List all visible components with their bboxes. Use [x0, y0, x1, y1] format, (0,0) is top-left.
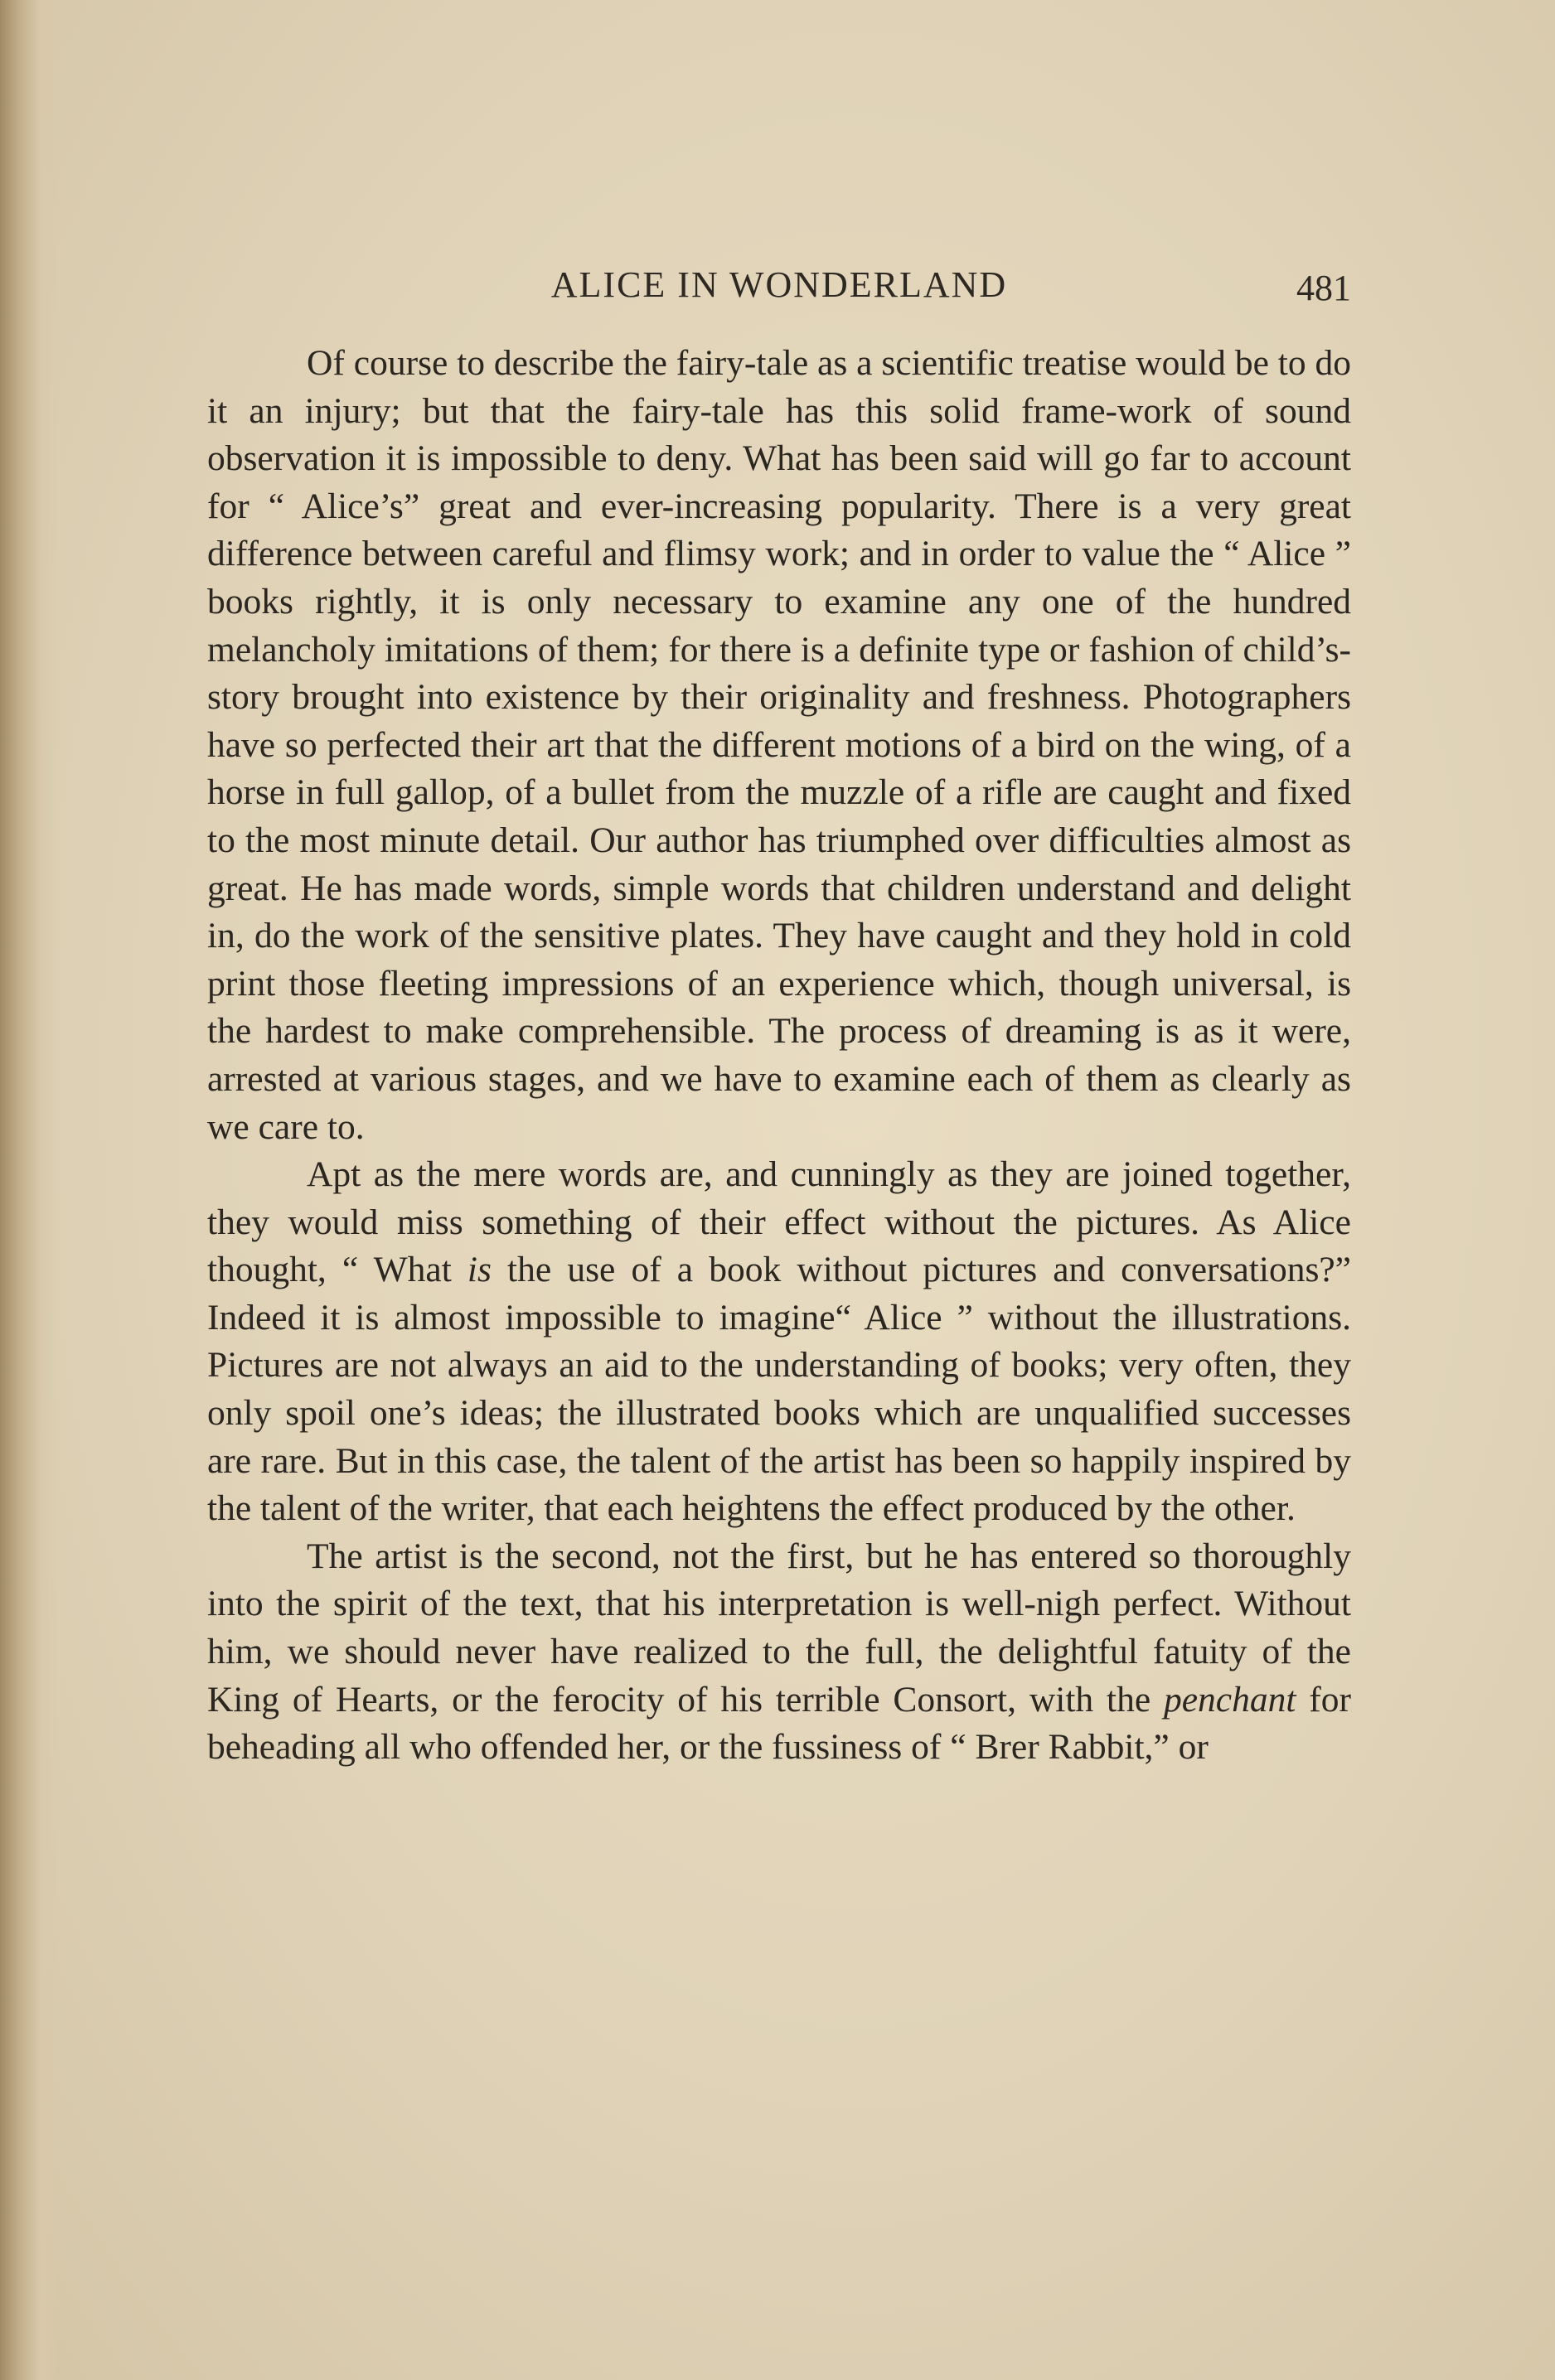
paragraph-3-text-a: The artist is the second, not the first, but he has entered so thoroughly into the spirit of the text, that his interpretation is well-nigh perfect. Without him, we should never have realized to the full, the delightful fatuity of the King of Hearts, or the ferocity of his terrible Consort, with the: [207, 1536, 1351, 1720]
paragraph-2-text-a: Apt as the mere words are, and cunningly as they are joined together, they would miss something of their effect without the pictures. As Alice thought, “ What: [207, 1154, 1351, 1290]
paragraph-3: [207, 1533, 1351, 1772]
paragraph-3-text-b: for beheading all who offended her, or the fussiness of “ Brer Rabbit,” or: [207, 1679, 1351, 1768]
paragraph-1-text: Of course to describe the fairy-tale as a scientific treatise would be to do it an injury; but that the fairy-tale has this solid frame-work of sound observation it is impossible to deny. What has been said will go far to account for “ Alice’s” great and ever-increasing popularity. There is a very great difference between careful and flimsy work; and in order to value the “ Alice ” books rightly, it is only necessary to examine any one of the hundred melancholy imitations of them; for there is a definite type or fashion of child’s-story brought into existence by their originality and freshness. Photographers have so perfected their art that the different motions of a bird on the wing, of a horse in full gallop, of a bullet from the muzzle of a rifle are caught and fixed to the most minute detail. Our author has triumphed over difficulties almost as great. He has made words, simple words that children understand and delight in, do the work of the sensitive plates. They have caught and they hold in cold print those fleeting impressions of an experience which, though universal, is the hardest to make comprehensible. The process of dreaming is as it were, arrested at various stages, and we have to examine each of them as clearly as we care to.: [207, 343, 1351, 1147]
page-number: 481: [1296, 268, 1351, 308]
paragraph-3-italic-penchant: penchant: [1163, 1679, 1296, 1720]
page-binding-edge: [0, 0, 58, 2380]
body-text: [207, 340, 1351, 1772]
paragraph-1: [207, 340, 1351, 1151]
running-head: [207, 264, 1351, 313]
running-head-title: ALICE IN WONDERLAND: [550, 264, 1008, 305]
paragraph-2-italic-is: is: [467, 1250, 492, 1290]
paragraph-2: [207, 1151, 1351, 1533]
paragraph-2-text-b: the use of a book without pictures and conversations?” Indeed it is almost impossible to imagine“ Alice ” without the illustrations. Pictures are not always an aid to the understanding of books; very often, they only spoil one’s ideas; the illustrated books which are unqualified successes are rare. But in this case, the talent of the artist has been so happily inspired by the talent of the writer, that each heightens the effect produced by the other.: [207, 1250, 1351, 1529]
